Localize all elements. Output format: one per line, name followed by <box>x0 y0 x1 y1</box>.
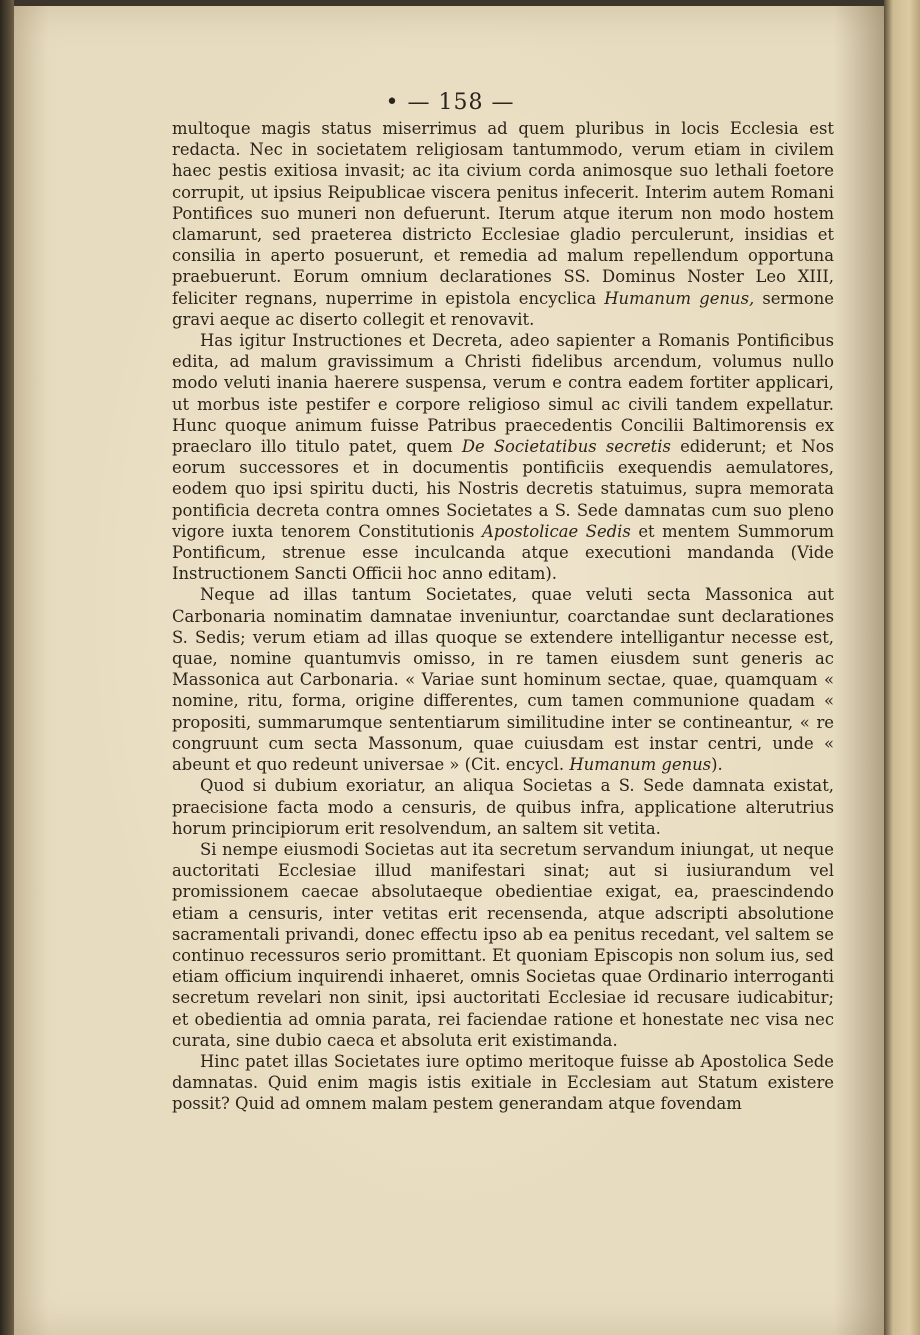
page-body-text <box>172 118 834 1115</box>
paragraph-text: Has igitur Instructiones et Decreta, adeo sapienter a Romanis Pontificibus edita, ad malum gravissimum a Christi fidelibus arcendum, volumus nullo modo veluti inania haerere suspensa, verum e contra eadem fortiter applicari, ut morbus iste pestifer e corpore religioso simul ac civili tandem expellatur. Hunc quoque animum fuisse Patribus praecedentis Concilii Baltimorensis ex praeclaro illo titulo patet, quem <box>172 331 834 457</box>
italic-title-text: Humanum genus <box>569 755 712 775</box>
paragraph <box>172 118 834 330</box>
paragraph <box>172 775 834 839</box>
paragraph-text: Hinc patet illas Societates iure optimo meritoque fuisse ab Apostolica Sede damnatas. Quid enim magis istis exitiale in Ecclesiam aut Statum existere possit? Quid ad omnem malam pestem generandam atque fovendam <box>172 1051 834 1114</box>
paragraph-text: ). <box>711 755 723 775</box>
italic-title-text: Apostolicae Sedis <box>482 521 631 541</box>
paragraph-text: Neque ad illas tantum Societates, quae veluti secta Massonica aut Carbonaria nominatim damnatae inveniuntur, coarctandae sunt declarationes S. Sedis; verum etiam ad illas quoque se extendere intelligantur necesse est, quae, nomine quantumvis omisso, in re tamen eiusdem sunt generis ac Massonica aut Carbonaria. « Variae sunt hominum sectae, quae, quamquam « nomine, ritu, forma, origine differentes, cum tamen communione quadam « propositi, summarumque sententiarum similitudine inter se contineantur, « re congruunt cum secta Massonum, quae cuiusdam est instar centri, unde « abeunt et quo redeunt universae » (Cit. encycl. <box>172 585 834 775</box>
paragraph <box>172 584 834 775</box>
book-page-edge <box>884 0 920 1335</box>
paragraph-text: Quod si dubium exoriatur, an aliqua Societas a S. Sede damnata existat, praecisione facta modo a censuris, de quibus infra, applicatione alterutrius horum principiorum erit resolvendum, an saltem sit vetita. <box>172 776 834 838</box>
book-page <box>14 6 886 1335</box>
paragraph-text: ediderunt; et Nos eorum successores et in documentis pontificiis exequendis aemulatores, eodem quo ipsi spiritu ducti, his Nostris decretis statuimus, supra memorata pontificia decreta contra omnes Societates a S. Sede damnatas cum suo pleno vigore iuxta tenorem Constitutionis <box>172 437 834 541</box>
paragraph-text: multoque magis status miserrimus ad quem pluribus in locis Ecclesia est redacta. Nec in societatem religiosam tantummodo, verum etiam in civilem haec pestis exitiosa invasit; ac ita civium corda animosque suo lethali foetore corrupit, ut ipsius Reipublicae viscera penitus infecerit. Interim autem Romani Pontifices suo muneri non defuerunt. Iterum atque iterum non modo hostem clamarunt, sed praeterea districto Ecclesiae gladio perculerunt, insidias et consilia in aperto posuerunt, et remedia ad malum repellendum opportuna praebuerunt. Eorum omnium declarationes SS. Dominus Noster Leo XIII, feliciter regnans, nuperrime in epistola encyclica <box>172 119 834 308</box>
italic-title-text: De Societatibus secretis <box>461 437 671 457</box>
paragraph <box>172 1051 834 1115</box>
paragraph <box>172 330 834 584</box>
paragraph-text: Si nempe eiusmodi Societas aut ita secretum servandum iniungat, ut neque auctoritati Ecclesiae illud manifestari sinat; aut si iusiurandum vel promissionem caecae absolutaeque obedientiae exigat, ea, praescindendo etiam a censuris, inter vetitas erit recensenda, atque adscripti absolutione sacramentali privandi, donec effectu ipso ab ea penitus recedant, vel saltem se continuo recessuros serio promittant. Et quoniam Episcopis non solum ius, sed etiam officium inquirendi inhaeret, omnis Societas quae Ordinario interroganti secretum revelari non sinit, ipsi auctoritati Ecclesiae id recusare iudicabitur; et obedientia ad omnia parata, rei faciendae ratione et honestate nec visa nec curata, sine dubio caeca et absoluta erit existimanda. <box>172 839 834 1050</box>
paragraph <box>172 839 834 1051</box>
page-number: • — 158 — <box>385 90 515 115</box>
italic-title-text: Humanum genus, <box>604 288 755 308</box>
paragraph-text: sermone gravi aeque ac diserto collegit et renovavit. <box>172 288 834 329</box>
book-spine-shadow <box>0 0 14 1335</box>
paragraph-text: et mentem Summorum Pontificum, strenue esse inculcanda atque executioni mandanda (Vide Instructionem Sancti Officii hoc anno editam). <box>172 521 835 584</box>
